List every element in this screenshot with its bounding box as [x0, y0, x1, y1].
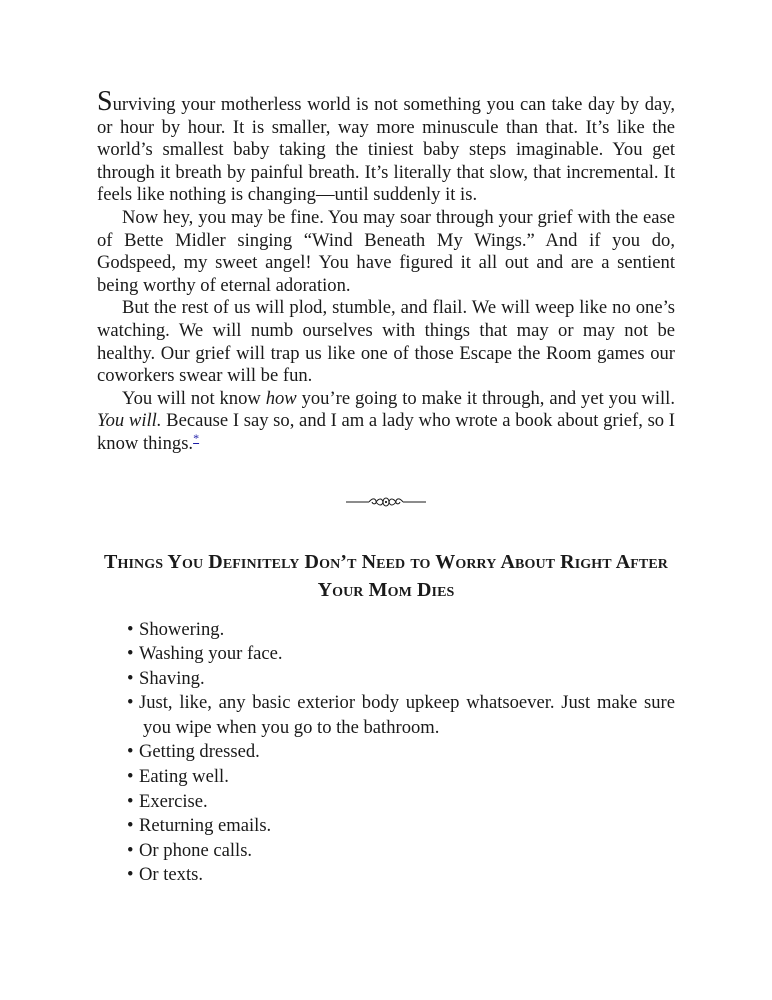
drop-cap: S [97, 86, 113, 117]
bullet-icon: • [127, 643, 134, 665]
paragraph-1-text: urviving your motherless world is not something you can take day by day, or hour by hour. It is smaller, way more minuscule than that. It’s like the world’s smallest baby taking the tiniest baby steps imaginable. You get through it breath by painful breath. It’s literally that slow, that incremental. It feels like nothing is changing—until suddenly it is. [97, 94, 675, 206]
bullet-icon: • [127, 667, 134, 689]
list-item [127, 691, 675, 740]
paragraph-4-text-b: you’re going to make it through, and yet you will. [296, 387, 675, 409]
page-body [97, 86, 675, 888]
bullet-icon: • [127, 790, 134, 812]
paragraph-4-italic-how: how [265, 387, 297, 409]
list-item [127, 839, 675, 864]
list-item-text: Exercise. [139, 790, 208, 812]
list-item [127, 790, 675, 815]
paragraph-2: Now hey, you may be fine. You may soar through your grief with the ease of Bette Midler singing “Wind Beneath My Wings.” And if you do, Godspeed, my sweet angel! You have figured it all out and are a sentient being worthy of eternal adoration. [97, 206, 675, 296]
list-item-text: Returning emails. [139, 815, 272, 837]
bullet-icon: • [127, 766, 134, 788]
list-item-text: Eating well. [139, 766, 229, 788]
paragraph-3: But the rest of us will plod, stumble, and flail. We will weep like no one’s watching. We will numb ourselves with things that may or may not be healthy. Our grief will trap us like one of those Escape the Room games our coworkers swear will be fun. [97, 297, 675, 387]
list-item [127, 618, 675, 643]
bullet-list [97, 618, 675, 889]
list-item [127, 740, 675, 765]
footnote-link[interactable]: * [193, 430, 200, 445]
list-item [127, 814, 675, 839]
bullet-icon: • [127, 618, 134, 640]
list-item-text: Or texts. [139, 864, 204, 886]
paragraph-4-text-a: You will not know [122, 387, 266, 409]
paragraph-4-text-c: Because I say so, and I am a lady who wrote a book about grief, so I know things. [97, 410, 675, 454]
list-item-text: Shaving. [139, 667, 205, 689]
list-item [127, 667, 675, 692]
bullet-icon: • [127, 741, 134, 763]
list-item [127, 765, 675, 790]
list-item-text: Showering. [139, 618, 225, 640]
list-item-text: Washing your face. [139, 643, 283, 665]
list-item [127, 642, 675, 667]
bullet-icon: • [127, 815, 134, 837]
paragraph-4 [97, 388, 675, 456]
bullet-icon: • [127, 864, 134, 886]
section-heading: Things You Definitely Don’t Need to Worry About Right After Your Mom Dies [104, 550, 668, 601]
paragraph-1 [97, 86, 675, 207]
bullet-icon: • [127, 839, 134, 861]
ornamental-divider-icon [345, 496, 427, 508]
list-item [127, 863, 675, 888]
list-item-text: Getting dressed. [139, 741, 260, 763]
bullet-icon: • [127, 692, 134, 714]
list-item-text: Just, like, any basic exterior body upkeep whatsoever. Just make sure you wipe when you go to the bathroom. [139, 692, 675, 738]
list-item-text: Or phone calls. [139, 839, 253, 861]
paragraph-4-italic-you-will: You will. [97, 410, 162, 432]
